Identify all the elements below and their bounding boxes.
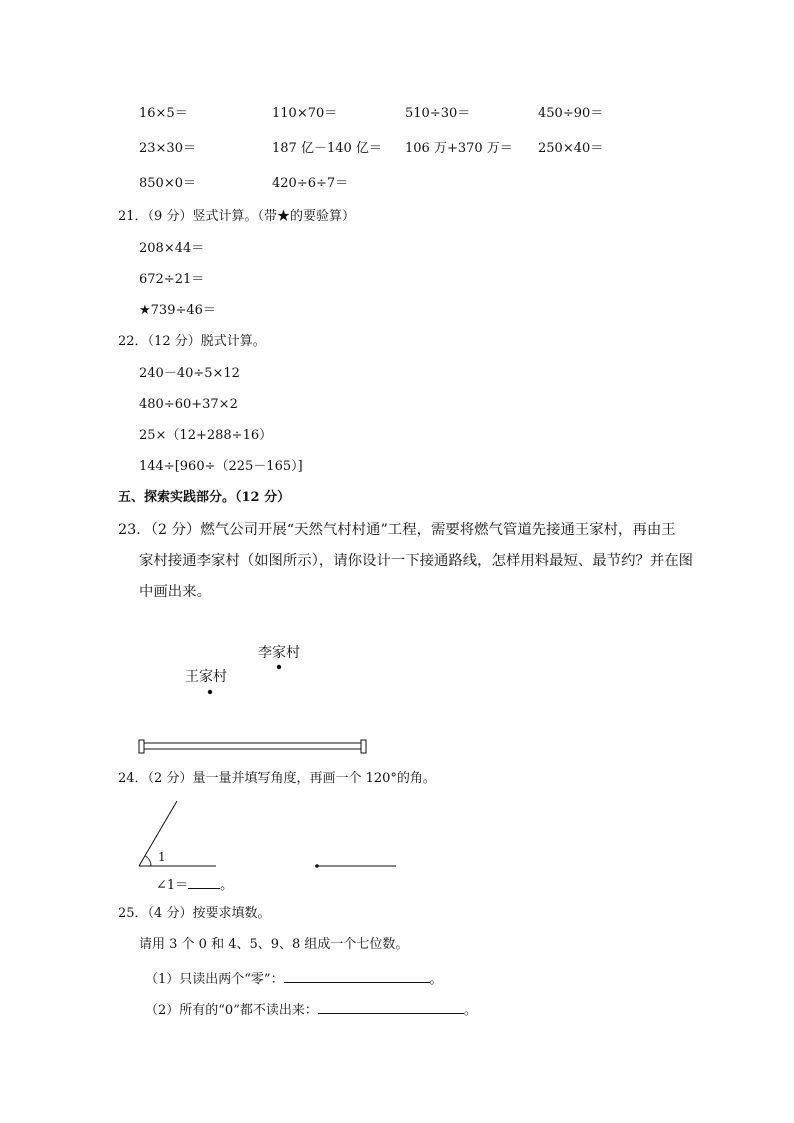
oral-item: 510÷30＝ xyxy=(405,106,471,121)
village-li-dot xyxy=(277,665,281,669)
q21-title: 21．（9 分）竖式计算。（带★的要验算） xyxy=(118,209,355,224)
angle-mark-label: 1 xyxy=(158,850,166,864)
q25-item-2-label: （2）所有的“0”都不读出来： xyxy=(145,1003,318,1018)
angle-answer-end: 。 xyxy=(220,878,234,893)
village-wang-dot xyxy=(208,690,212,694)
oral-item: 16×5＝ xyxy=(139,106,188,121)
village-li-label: 李家村 xyxy=(258,645,300,661)
q25-title: 25．（4 分）按要求填数。 xyxy=(118,906,271,921)
q23-line-3: 中画出来。 xyxy=(139,584,211,600)
oral-item: 110×70＝ xyxy=(272,106,338,121)
q21-item: ★739÷46＝ xyxy=(139,303,216,318)
q25-item-1-label: （1）只读出两个“零”： xyxy=(145,972,284,987)
gas-pipeline xyxy=(139,740,366,753)
village-wang-label: 王家村 xyxy=(185,669,227,685)
oral-item: 250×40＝ xyxy=(538,141,604,156)
q22-item: 25×（12+288÷16） xyxy=(139,428,273,443)
q25-item-1-end: 。 xyxy=(429,972,443,987)
angle-1-figure xyxy=(139,801,216,866)
q22-item: 480÷60+37×2 xyxy=(139,397,238,412)
oral-item: 106 万+370 万＝ xyxy=(405,141,513,156)
ray-for-120-angle xyxy=(315,864,396,868)
oral-item: 850×0＝ xyxy=(139,176,196,191)
q25-item-2-end: 。 xyxy=(463,1003,477,1018)
oral-item: 420÷6÷7＝ xyxy=(272,176,349,191)
q24-title: 24．（2 分）量一量并填写角度，再画一个 120°的角。 xyxy=(118,771,436,786)
q22-item: 144÷[960÷（225－165）] xyxy=(139,459,303,474)
oral-item: 187 亿－140 亿＝ xyxy=(272,141,382,156)
q21-item: 208×44＝ xyxy=(139,241,205,256)
q22-item: 240－40÷5×12 xyxy=(139,366,240,381)
q21-item: 672÷21＝ xyxy=(139,272,205,287)
q23-line-2: 家村接通李家村（如图所示），请你设计一下接通路线，怎样用料最短、最节约？并在图 xyxy=(139,553,694,569)
oral-item: 450÷90＝ xyxy=(538,106,604,121)
q25-intro: 请用 3 个 0 和 4、5、9、8 组成一个七位数。 xyxy=(139,937,409,952)
oral-item: 23×30＝ xyxy=(139,141,196,156)
section-5-title: 五、探索实践部分。（12 分） xyxy=(118,490,291,505)
q23-line-1: 23．（2 分）燃气公司开展“天然气村村通”工程，需要将燃气管道先接通王家村，再由王 xyxy=(118,522,676,538)
angle-answer-label: ∠1＝ xyxy=(156,878,189,893)
q22-title: 22．（12 分）脱式计算。 xyxy=(118,334,266,349)
